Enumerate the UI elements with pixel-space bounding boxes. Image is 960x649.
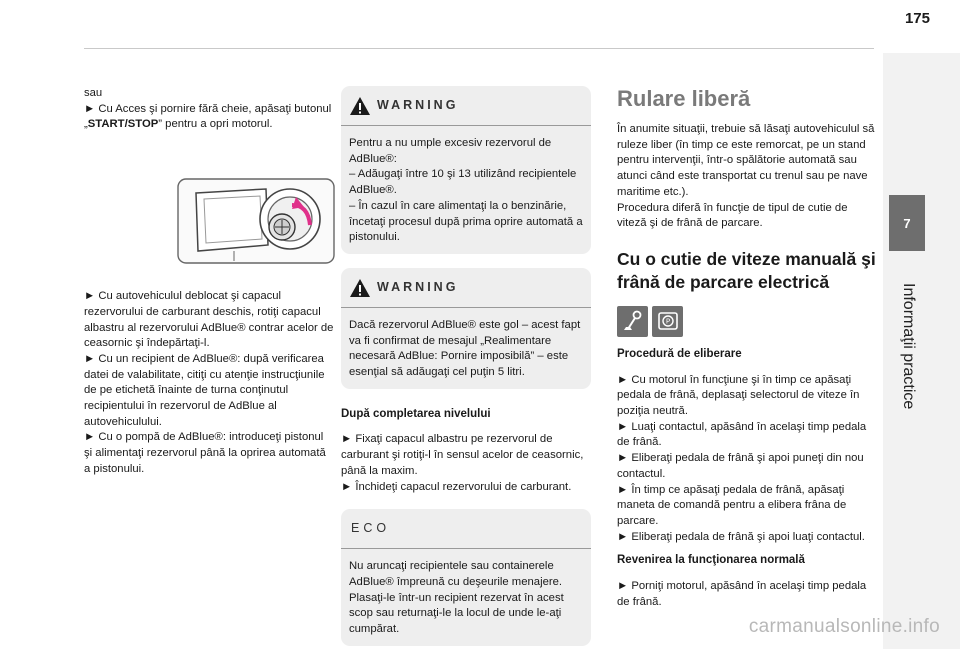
chapter-number: 7 [889, 195, 925, 251]
section-heading: Procedură de eliberare [617, 347, 742, 360]
svg-text:P: P [665, 317, 670, 326]
text: ► Cu Acces şi pornire fără cheie, apăsaţi butonul „ [84, 102, 332, 131]
eco-text: Nu aruncaţi recipientele sau containerele AdBlue® împreună cu deşeurile menajere. Plasaţi-le într-un recipient rezervat în acest scop sau returnaţi-le la locul de unde le-aţi cumpărat. [349, 560, 564, 636]
paragraph: ► Închideţi capacul rezervorului de carburant. [341, 480, 572, 493]
fuel-cap-icon [174, 175, 338, 267]
header-rule [84, 48, 874, 49]
warning-text: Dacă rezervorul AdBlue® este gol – acest fapt va fi confirmat de mesajul „Realimentare necesară AdBlue: Pornire imposibilă” – este esenţial să adăugaţi cel puţin 5 litri. [349, 318, 581, 379]
paragraph: În anumite situaţii, trebuie să lăsaţi autovehiculul să ruleze liber (în timp ce este remorcat, pe un stand pentru intervenţii, într-o spălătorie automată sau atunci când este transportat cu trenul sau pe nave maritime etc.). Procedura diferă în funcţie de tipul de cutie de viteză şi de frână de parcare. [617, 123, 875, 230]
warning-box [341, 86, 591, 254]
page-number: 175 [904, 10, 930, 27]
eco-header [349, 518, 583, 540]
paragraph: ► Cu motorul în funcţiune şi în timp ce apăsaţi pedala de frână, deplasaţi selectorul de viteze în poziţia neutră. ► Luaţi contactul, apăsând în acelaşi timp pedala de frână. ► Eliberaţi pedala de frână şi apoi puneţi din nou contactul. ► În timp ce apăsaţi pedala de frână, apăsaţi maneta de comandă pentru a elibera frâna de parcare. ► Eliberaţi pedala de frână şi apoi luaţi contactul. [617, 373, 867, 543]
paragraph: ► Fixaţi capacul albastru pe rezervorul de carburant şi rotiţi-l în sensul acelor de ceasornic, până la maxim. [341, 433, 584, 477]
icons-row [617, 306, 877, 337]
warning-header [349, 95, 583, 117]
side-tab[interactable] [883, 53, 960, 649]
warning-box [341, 268, 591, 389]
fuel-cap-figure [174, 175, 338, 267]
column-3 [617, 86, 877, 610]
column-2 [341, 86, 591, 646]
eco-box [341, 509, 591, 646]
warning-triangle-icon [349, 278, 371, 298]
warning-label: WARNING [377, 280, 459, 295]
section-heading: Revenirea la funcţionarea normală [617, 554, 805, 567]
gear-lever-tile [617, 306, 648, 337]
warning-triangle-icon [349, 96, 371, 116]
button-name: START/STOP [87, 118, 159, 131]
parking-brake-icon [656, 309, 680, 333]
warning-separator [341, 125, 591, 126]
paragraph: ► Cu un recipient de AdBlue®: după verificarea datei de valabilitate, citiţi cu atenţie instrucţiunile de pe etichetă înainte de turna conţinutul recipientului în rezervorul de AdBlue al autovehiculului. [84, 352, 325, 428]
warning-header [349, 277, 583, 299]
paragraph: ► Cu autovehiculul deblocat şi capacul rezervorului de carburant deschis, rotiţi capacul albastru al rezervorului AdBlue® contrar acelor de ceasornic şi îndepărtaţi-l. [84, 290, 334, 350]
paragraph: sau [84, 87, 103, 99]
section-title: Rulare liberă [617, 86, 751, 111]
eco-separator [341, 548, 591, 549]
watermark: carmanualsonline.info [748, 616, 940, 637]
section-heading: După completarea nivelului [341, 407, 491, 420]
parking-brake-tile [652, 306, 683, 337]
text: ” pentru a opri motorul. [158, 118, 273, 131]
warning-separator [341, 307, 591, 308]
warning-label: WARNING [377, 98, 459, 113]
paragraph [84, 102, 334, 133]
paragraph: ► Cu o pompă de AdBlue®: introduceţi pistonul şi alimentaţi rezervorul până la oprirea automată a pistonului. [84, 431, 326, 475]
section-subtitle: Cu o cutie de viteze manuală şi frână de parcare electrică [617, 248, 876, 292]
warning-text: Pentru a nu umple excesiv rezervorul de AdBlue®: – Adăugaţi între 10 şi 13 utilizând recipientele AdBlue®. – În cazul în care alimentaţi la o benzinărie, încetaţi procesul după prima oprire automată a pistonului. [349, 137, 583, 244]
chapter-title: Informaţii practice [900, 283, 917, 410]
column-1 [84, 86, 334, 478]
paragraph: ► Porniţi motorul, apăsând în acelaşi timp pedala de frână. [617, 580, 867, 608]
gear-lever-icon [621, 309, 645, 333]
eco-label: ECO [351, 521, 391, 536]
